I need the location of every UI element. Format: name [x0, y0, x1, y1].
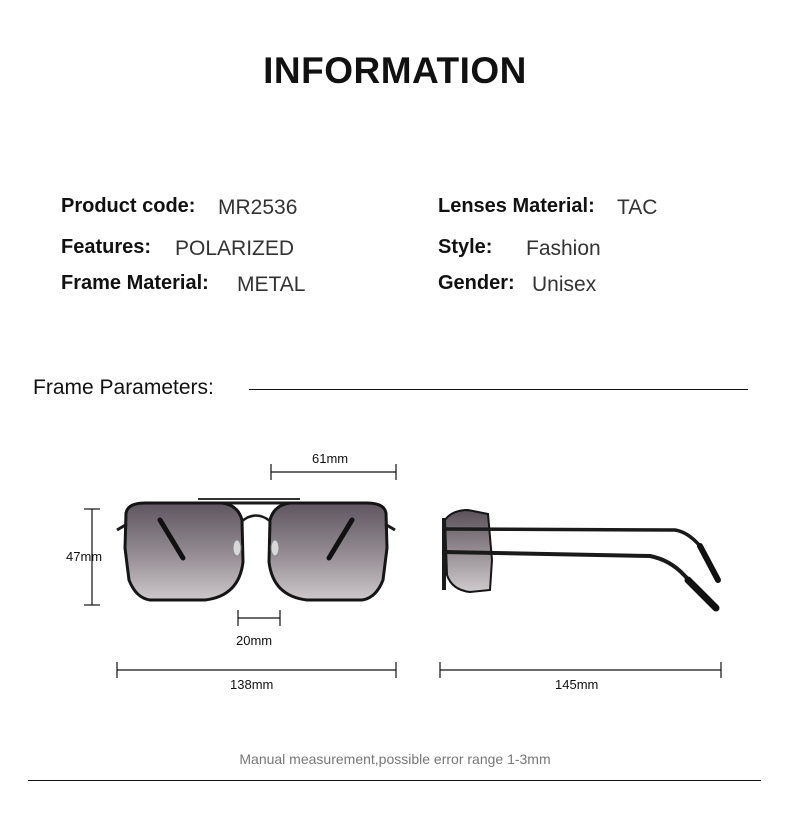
frame-width-dimension-line: [117, 662, 396, 678]
frame-material-value: METAL: [237, 273, 306, 296]
lenses-material-value: TAC: [617, 196, 658, 219]
page-title: INFORMATION: [263, 50, 527, 91]
gender-label: Gender:: [438, 272, 515, 294]
style-value: Fashion: [526, 237, 601, 260]
temple-length-label: 145mm: [555, 677, 599, 692]
measurement-note: Manual measurement,possible error range 1-3mm: [239, 751, 551, 767]
frame-width-label: 138mm: [230, 677, 274, 692]
product-code-value: MR2536: [218, 196, 298, 219]
side-view-glasses: [444, 510, 718, 608]
lens-height-label: 47mm: [66, 549, 103, 564]
front-view-glasses: [117, 499, 395, 600]
lens-width-label: 61mm: [312, 451, 349, 466]
frame-parameters-heading: Frame Parameters:: [33, 376, 214, 399]
product-code-label: Product code:: [61, 195, 196, 217]
gender-value: Unisex: [532, 273, 597, 296]
bridge-width-label: 20mm: [236, 633, 273, 648]
frame-material-label: Frame Material:: [61, 272, 209, 294]
lens-width-dimension-line: [271, 464, 396, 480]
style-label: Style:: [438, 236, 493, 258]
features-value: POLARIZED: [175, 237, 295, 260]
bottom-divider: [28, 780, 761, 781]
right-lens: [269, 503, 387, 600]
left-lens: [125, 503, 243, 600]
bridge-width-dimension-line: [238, 610, 280, 626]
temple-length-dimension-line: [440, 662, 721, 678]
features-label: Features:: [61, 236, 152, 258]
lenses-material-label: Lenses Material:: [438, 195, 595, 217]
